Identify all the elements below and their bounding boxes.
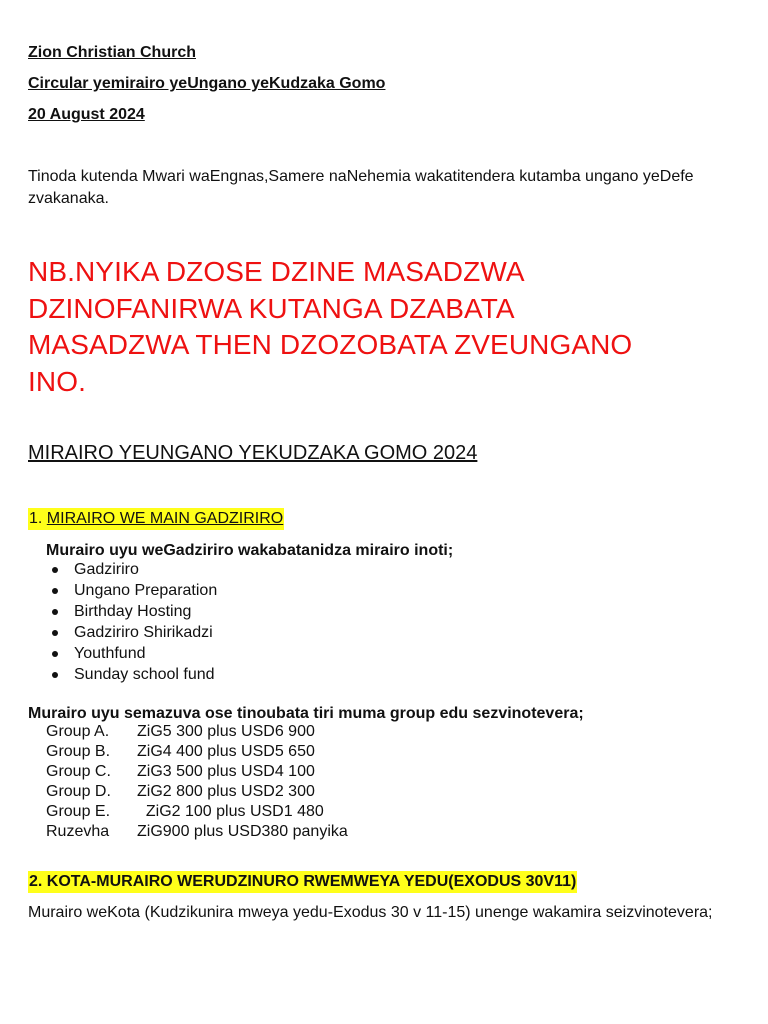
- group-name: Group B.: [46, 743, 111, 760]
- bullet-icon: [52, 588, 58, 594]
- bullet-icon: [52, 630, 58, 636]
- notice-block: [28, 254, 748, 400]
- org-name: Zion Christian Church: [28, 44, 196, 61]
- list-item: Gadziriro Shirikadzi: [46, 622, 646, 643]
- intro-paragraph: Tinoda kutenda Mwari waEngnas,Samere naNehemia wakatitendera kutamba ungano yeDefe zvakanaka.: [28, 168, 694, 207]
- list-item: Gadziriro: [46, 559, 646, 580]
- table-row: [46, 782, 546, 802]
- bullet-icon: [52, 609, 58, 615]
- section1-number: 1.: [29, 510, 43, 527]
- group-name: Group D.: [46, 783, 111, 800]
- notice-line: INO.: [28, 365, 86, 397]
- section2-body: Murairo weKota (Kudzikunira mweya yedu-Exodus 30 v 11-15) unenge wakamira seizvinotevera;: [28, 904, 713, 921]
- circular-date: 20 August 2024: [28, 106, 145, 123]
- section2-heading: 2. KOTA-MURAIRO WERUDZINURO RWEMWEYA YEDU(EXODUS 30V11): [28, 871, 577, 893]
- bullet-icon: [52, 651, 58, 657]
- table-row: [46, 742, 546, 762]
- groups-intro: Murairo uyu semazuva ose tinoubata tiri muma group edu sezvinotevera;: [28, 705, 584, 722]
- section-title: MIRAIRO YEUNGANO YEKUDZAKA GOMO 2024: [28, 442, 478, 464]
- section1-body: [46, 541, 746, 561]
- bullet-icon: [52, 567, 58, 573]
- list-item: Ungano Preparation: [46, 580, 646, 601]
- notice-line: MASADZWA THEN DZOZOBATA ZVEUNGANO: [28, 329, 633, 360]
- circular-subject: Circular yemirairo yeUngano yeKudzaka Gomo: [28, 75, 386, 92]
- list-item: Birthday Hosting: [46, 601, 646, 622]
- table-row: [46, 722, 546, 742]
- bullet-icon: [52, 672, 58, 678]
- section1-title: MIRAIRO WE MAIN GADZIRIRO: [46, 510, 284, 527]
- table-row: [46, 822, 546, 842]
- section1-heading: [28, 508, 284, 530]
- group-name: Ruzevha: [46, 823, 110, 840]
- group-amount: ZiG2 100 plus USD1 480: [137, 803, 324, 820]
- group-amount: ZiG4 400 plus USD5 650: [137, 743, 315, 760]
- group-amount: ZiG3 500 plus USD4 100: [137, 763, 315, 780]
- group-amount: ZiG2 800 plus USD2 300: [137, 783, 315, 800]
- group-name: Group A.: [46, 723, 110, 740]
- notice-line: NB.NYIKA DZOSE DZINE MASADZWA: [28, 256, 525, 287]
- list-item: Youthfund: [46, 643, 646, 664]
- group-name: Group C.: [46, 763, 111, 780]
- notice-line: DZINOFANIRWA KUTANGA DZABATA: [28, 292, 515, 324]
- list-item: Sunday school fund: [46, 664, 646, 685]
- group-amount: ZiG900 plus USD380 panyika: [137, 823, 348, 840]
- group-name: Group E.: [46, 803, 111, 820]
- table-row: [46, 762, 546, 782]
- groups-table: [46, 722, 546, 842]
- group-amount: ZiG5 300 plus USD6 900: [137, 723, 315, 740]
- section1-intro: Murairo uyu weGadziriro wakabatanidza mirairo inoti;: [46, 542, 454, 559]
- mirairo-list: [46, 559, 646, 685]
- table-row: [46, 802, 546, 822]
